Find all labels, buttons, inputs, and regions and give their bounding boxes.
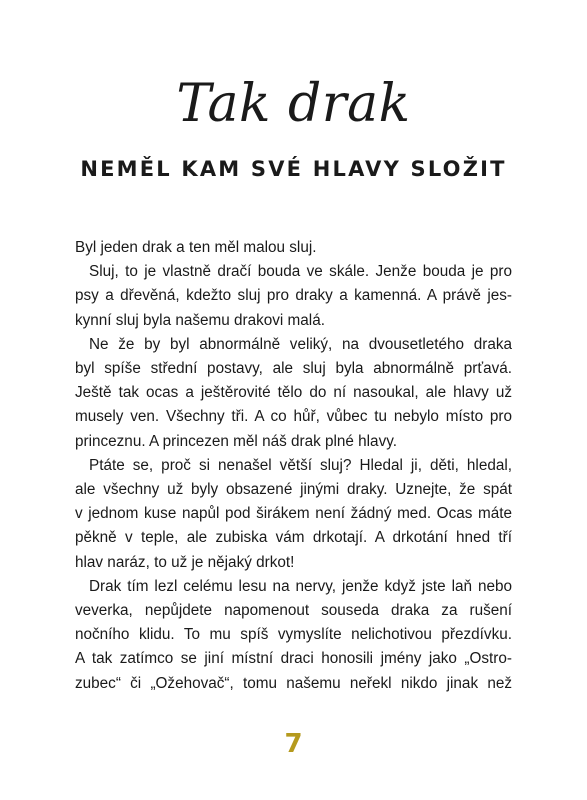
text-line: princeznu. A princezen měl náš drak plné hlavy. (75, 432, 397, 450)
chapter-subtitle: NEMĚL KAM SVÉ HLAVY SLOŽIT (80, 157, 507, 181)
text-line: ale všechny už byly obsazené jinými draky. Uznejte, že spát (75, 481, 512, 499)
text-line: nočního klidu. To mu spíš vymyslíte nelichotivou přezdívku. (75, 626, 512, 644)
page-number: 7 (284, 729, 303, 759)
chapter-body (75, 236, 512, 696)
text-line: Ještě tak ocas a ještěrovité tělo do ní nasoukal, ale hlavy už (75, 384, 512, 402)
paragraph-2 (75, 260, 512, 333)
paragraph-5 (75, 575, 512, 696)
text-line: Ptáte se, proč si nenašel větší sluj? Hledal ji, děti, hledal, (89, 456, 512, 474)
paragraph-4 (75, 454, 512, 575)
text-line: pěkně v teple, ale zubiska vám drkotají. A drkotání hned tří (75, 529, 512, 547)
text-line: Sluj, to je vlastně dračí bouda ve skále. Jenže bouda je pro (89, 263, 512, 281)
paragraph-1 (75, 236, 512, 260)
text-line: psy a dřevěná, kdežto sluj pro draky a kamenná. A právě jes- (75, 287, 512, 305)
text-line: A tak zatímco se jiní místní draci honosili jmény jako „Ostro- (75, 650, 512, 668)
paragraph-3 (75, 333, 512, 454)
text-line: v jednom kuse napůl pod širákem není žádný med. Ocas máte (75, 505, 512, 523)
text-line: Ne že by byl abnormálně veliký, na dvousetletého draka (89, 335, 512, 353)
text-line: kynní sluj byla našemu drakovi malá. (75, 311, 325, 329)
text-line: musely ven. Všechny tři. A co hůř, vůbec tu nebylo místo pro (75, 408, 512, 426)
chapter-title: Tak drak (176, 74, 411, 134)
text-line: byl spíše střední postavy, ale sluj byla abnormálně prťavá. (75, 360, 512, 378)
text-line: Byl jeden drak a ten měl malou sluj. (75, 239, 317, 256)
text-line: Drak tím lezl celému lesu na nervy, jenže když jste laň nebo (89, 577, 512, 595)
text-line: hlav naráz, to už je nějaký drkot! (75, 553, 295, 571)
text-line: zubec“ či „Ožehovač“, tomu našemu neřekl nikdo jinak než (75, 674, 512, 692)
text-line: veverka, nepůjdete napomenout souseda draka za rušení (75, 602, 512, 620)
